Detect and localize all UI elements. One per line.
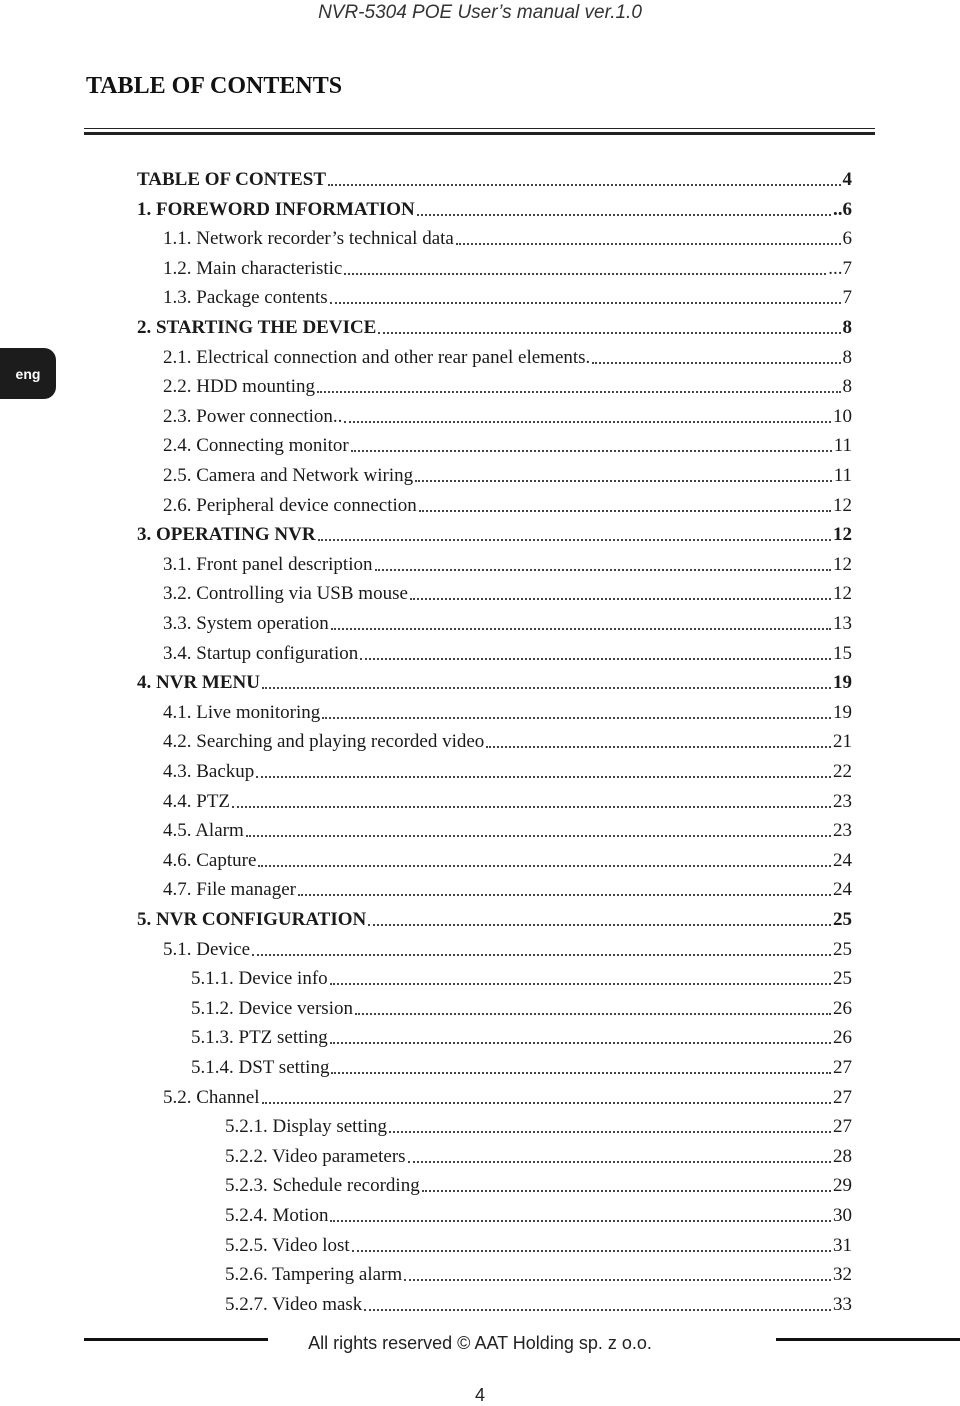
toc-dot-leader <box>364 1309 831 1311</box>
toc-dot-leader <box>378 332 840 334</box>
toc-dot-leader <box>417 214 831 216</box>
toc-entry-label: 5.2. Channel <box>163 1086 260 1108</box>
toc-entry-page: 27 <box>833 1086 852 1108</box>
toc-entry-page: 11 <box>833 465 852 486</box>
toc-entry-label: 5. NVR CONFIGURATION <box>137 909 367 930</box>
running-header: NVR-5304 POE User’s manual ver.1.0 <box>318 2 642 23</box>
toc-entry-page: 13 <box>833 613 852 634</box>
toc-entry[interactable] <box>163 937 852 961</box>
toc-dot-leader <box>256 776 831 778</box>
toc-entry-label: 2.3. Power connection.. <box>163 405 343 427</box>
toc-dot-leader <box>330 1042 831 1044</box>
toc-entry-label: 5.2.3. Schedule recording <box>225 1175 420 1197</box>
toc-entry[interactable] <box>225 1262 852 1286</box>
toc-dot-leader <box>328 184 841 186</box>
toc-entry[interactable] <box>163 848 852 872</box>
toc-entry[interactable] <box>225 1233 852 1257</box>
toc-entry-label: 3.3. System operation <box>163 613 329 634</box>
toc-entry[interactable] <box>191 1055 852 1079</box>
toc-entry[interactable] <box>163 552 852 576</box>
title-divider <box>84 128 875 135</box>
toc-entry[interactable] <box>163 404 852 428</box>
toc-entry[interactable] <box>137 315 852 339</box>
toc-entry-label: 5.1.3. PTZ setting <box>191 1027 328 1049</box>
toc-entry-page: 25 <box>833 938 852 960</box>
toc-entry-page: 33 <box>833 1293 852 1315</box>
toc-entry[interactable] <box>225 1203 852 1227</box>
toc-entry-label: TABLE OF CONTEST <box>137 169 326 190</box>
toc-entry-page: ..6 <box>833 198 852 220</box>
toc-entry[interactable] <box>163 729 852 753</box>
toc-entry-label: 2.6. Peripheral device connection <box>163 494 417 516</box>
page-number: 4 <box>474 1385 485 1405</box>
toc-dot-leader <box>262 687 831 689</box>
toc-entry[interactable] <box>163 374 852 398</box>
toc-entry-page: 26 <box>833 1027 852 1049</box>
toc-entry[interactable] <box>225 1173 852 1197</box>
toc-entry-page: 19 <box>833 672 852 694</box>
toc-entry-page: 8 <box>842 317 852 338</box>
toc-dot-leader <box>408 1161 831 1163</box>
language-tab: eng <box>0 348 56 399</box>
toc-entry-label: 5.1.1. Device info <box>191 968 328 990</box>
toc-entry-label: 5.1.2. Device version <box>191 997 353 1019</box>
toc-dot-leader <box>344 273 826 275</box>
toc-entry-label: 5.2.7. Video mask <box>225 1293 363 1315</box>
toc-entry-page: 4 <box>842 169 852 190</box>
toc-entry-label: 5.1. Device <box>163 938 251 960</box>
toc-dot-leader <box>592 362 840 364</box>
toc-dot-leader <box>389 1131 831 1133</box>
toc-dot-leader <box>252 954 831 956</box>
toc-entry[interactable] <box>163 463 852 487</box>
toc-entry-label: 5.2.6. Tampering alarm <box>225 1264 403 1286</box>
toc-entry[interactable] <box>163 285 852 309</box>
toc-entry[interactable] <box>137 197 852 221</box>
toc-entry-label: 2.1. Electrical connection and other rear panel elements. <box>163 346 591 368</box>
toc-entry[interactable] <box>163 700 852 724</box>
toc-dot-leader <box>331 1072 831 1074</box>
toc-entry-page: 23 <box>833 790 852 812</box>
toc-entry-label: 3.1. Front panel description <box>163 553 373 575</box>
toc-dot-leader <box>352 1250 831 1252</box>
toc-dot-leader <box>298 894 831 896</box>
toc-entry-page: 6 <box>842 228 852 250</box>
toc-entry[interactable] <box>163 581 852 605</box>
toc-entry-page: 25 <box>833 968 852 990</box>
toc-entry-label: 2. STARTING THE DEVICE <box>137 317 377 338</box>
toc-entry-page: 26 <box>833 997 852 1019</box>
toc-entry-label: 2.2. HDD mounting <box>163 376 315 398</box>
toc-dot-leader <box>232 806 831 808</box>
toc-entry[interactable] <box>163 759 852 783</box>
toc-entry[interactable] <box>163 789 852 813</box>
toc-entry[interactable] <box>225 1144 852 1168</box>
toc-entry-page: 8 <box>842 376 852 398</box>
toc-dot-leader <box>331 628 831 630</box>
toc-dot-leader <box>351 450 832 452</box>
toc-entry-label: 1. FOREWORD INFORMATION <box>137 198 415 220</box>
toc-entry[interactable] <box>137 907 852 931</box>
toc-entry[interactable] <box>163 818 852 842</box>
toc-dot-leader <box>344 421 831 423</box>
toc-entry-page: 27 <box>833 1057 852 1078</box>
toc-entry-page: 24 <box>833 879 852 901</box>
toc-entry-label: 4.4. PTZ <box>163 790 231 812</box>
toc-entry[interactable] <box>137 670 852 694</box>
toc-entry-page: 24 <box>833 849 852 871</box>
toc-entry-label: 5.2.4. Motion <box>225 1205 329 1226</box>
toc-entry-label: 5.2.5. Video lost <box>225 1234 350 1256</box>
toc-entry-page: 12 <box>833 553 852 575</box>
toc-entry[interactable] <box>137 167 852 191</box>
toc-entry-label: 2.4. Connecting monitor <box>163 435 349 457</box>
toc-entry-label: 5.2.1. Display setting <box>225 1116 388 1138</box>
toc-entry-page: 15 <box>833 642 852 664</box>
toc-dot-leader <box>330 1220 831 1222</box>
toc-entry[interactable] <box>163 433 852 457</box>
toc-entry-page: 11 <box>833 435 852 457</box>
toc-dot-leader <box>410 598 831 600</box>
toc-entry[interactable] <box>137 522 852 546</box>
toc-dot-leader <box>415 480 832 482</box>
toc-dot-leader <box>404 1279 831 1281</box>
toc-entry-label: 5.1.4. DST setting <box>191 1057 330 1078</box>
toc-entry[interactable] <box>163 226 852 250</box>
footer-copyright: All rights reserved © AAT Holding sp. z o.o. <box>308 1333 652 1353</box>
toc-entry-page: 10 <box>833 405 852 427</box>
toc-entry[interactable] <box>163 877 852 901</box>
toc-entry-page: 12 <box>833 524 852 546</box>
toc-dot-leader <box>318 539 831 541</box>
toc-entry[interactable] <box>191 1025 852 1049</box>
toc-dot-leader <box>368 924 831 926</box>
toc-dot-leader <box>258 865 831 867</box>
toc-entry-label: 3.2. Controlling via USB mouse <box>163 583 408 605</box>
toc-entry[interactable] <box>225 1114 852 1138</box>
toc-entry-label: 4.6. Capture <box>163 849 257 871</box>
toc-entry[interactable] <box>191 996 852 1020</box>
toc-dot-leader <box>375 569 832 571</box>
toc-entry[interactable] <box>163 256 852 280</box>
toc-entry-page: 30 <box>833 1205 852 1226</box>
toc-dot-leader <box>419 510 831 512</box>
toc-entry[interactable] <box>163 345 852 369</box>
toc-dot-leader <box>322 717 831 719</box>
toc-dot-leader <box>486 746 831 748</box>
toc-entry-label: 4.5. Alarm <box>163 820 244 842</box>
toc-entry-label: 4.7. File manager <box>163 879 296 901</box>
toc-entry-label: 1.3. Package contents <box>163 287 328 309</box>
toc-dot-leader <box>456 243 841 245</box>
toc-entry-label: 3.4. Startup configuration <box>163 642 359 664</box>
toc-entry-page: 12 <box>833 583 852 605</box>
toc-entry[interactable] <box>163 1085 852 1109</box>
toc-entry-page: 29 <box>833 1175 852 1197</box>
toc-entry-page: 8 <box>842 346 852 368</box>
toc-dot-leader <box>330 302 841 304</box>
toc-dot-leader <box>317 391 841 393</box>
toc-entry-page: ...7 <box>828 257 852 279</box>
toc-dot-leader <box>330 983 831 985</box>
toc-entry-label: 4.1. Live monitoring <box>163 701 321 723</box>
toc-entry[interactable] <box>163 493 852 517</box>
toc-entry-label: 1.2. Main characteristic <box>163 257 343 279</box>
toc-entry-page: 23 <box>833 820 852 842</box>
toc-entry-page: 27 <box>833 1116 852 1138</box>
toc-entry-page: 25 <box>833 909 852 930</box>
toc-entry-label: 4.3. Backup <box>163 761 255 782</box>
toc-entry[interactable] <box>163 611 852 635</box>
toc-entry-page: 7 <box>842 287 852 309</box>
toc-entry-page: 32 <box>833 1264 852 1286</box>
toc-entry-label: 1.1. Network recorder’s technical data <box>163 228 454 250</box>
toc-entry-label: 3. OPERATING NVR <box>137 524 316 546</box>
toc-entry-label: 2.5. Camera and Network wiring <box>163 465 414 486</box>
toc-entry-page: 31 <box>833 1234 852 1256</box>
toc-entry-page: 12 <box>833 494 852 516</box>
toc-entry-page: 19 <box>833 701 852 723</box>
toc-entry-page: 28 <box>833 1145 852 1167</box>
toc-entry-page: 21 <box>833 731 852 753</box>
toc-entry[interactable] <box>163 641 852 665</box>
toc-entry-label: 5.2.2. Video parameters <box>225 1145 406 1167</box>
toc-dot-leader <box>246 835 831 837</box>
toc-entry-label: 4. NVR MENU <box>137 672 260 694</box>
toc-entry[interactable] <box>191 966 852 990</box>
toc-dot-leader <box>262 1102 831 1104</box>
page-title: TABLE OF CONTENTS <box>86 73 343 99</box>
toc-entry[interactable] <box>225 1292 852 1316</box>
toc-dot-leader <box>422 1190 831 1192</box>
toc-entry-page: 22 <box>833 761 852 782</box>
toc-dot-leader <box>360 658 831 660</box>
toc-entry-label: 4.2. Searching and playing recorded video <box>163 731 485 753</box>
toc-dot-leader <box>355 1013 831 1015</box>
